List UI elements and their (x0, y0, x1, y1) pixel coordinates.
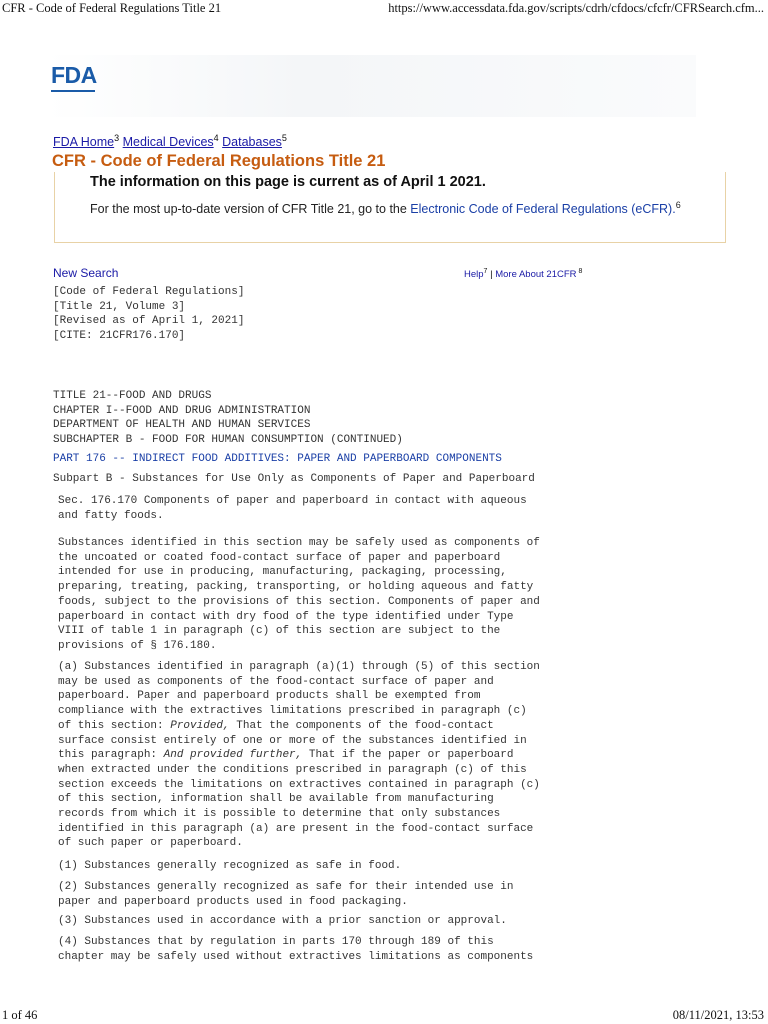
help-separator: | (487, 269, 496, 281)
breadcrumb-ref: 5 (281, 133, 287, 143)
currency-heading: The information on this page is current as of April 1 2021. (90, 174, 486, 190)
subpart-heading: Subpart B - Substances for Use Only as Components of Paper and Paperboard (53, 473, 535, 485)
paragraph-a-text: That if the paper or paperboard when extracted under the conditions prescribed in paragraph (c) of this section exceeds the limitations on extractives contained in paragraph (c) of this section, information shall be available from manufacturing records from which it is possible to determine that only substances identified in this paragraph (a) are present in the food-contact surface of such paper or paperboard. (58, 749, 540, 850)
paragraph-a-text: That the components of the food-contact surface consist entirely of one or more of the substances identified in this paragraph: (58, 719, 527, 762)
fda-logo[interactable] (51, 62, 97, 89)
intro-paragraph: Substances identified in this section may be safely used as components of the uncoated or coated food-contact surface of paper and paperboard intended for use in producing, manufacturing, packaging, processing, preparing, treating, packing, transporting, or holding aqueous and fatty foods, subject to the provisions of this section. Components of paper and paperboard in contact with dry food of the type identified under Type VIII of table 1 in paragraph (c) of this section are subject to the provisions of § 176.180. (58, 537, 540, 652)
page-count: 1 of 46 (2, 1008, 38, 1022)
list-item: (1) Substances generally recognized as safe in food. (58, 860, 402, 872)
list-item: (3) Substances used in accordance with a prior sanction or approval. (58, 915, 507, 927)
cfr-citation-block (53, 285, 244, 344)
paragraph-a-provided: Provided, (170, 719, 230, 732)
print-header (0, 0, 768, 18)
section-heading: Sec. 176.170 Components of paper and paperboard in contact with aqueous and fatty foods. (58, 495, 527, 522)
more-ref: 8 (576, 268, 583, 275)
currency-text-body: For the most up-to-date version of CFR Title 21, go to the (90, 202, 411, 217)
subchapter-line: SUBCHAPTER B - FOOD FOR HUMAN CONSUMPTION (CONTINUED) (53, 434, 403, 447)
breadcrumb-ref: 3 (114, 133, 120, 143)
paragraph-a-text: (a) Substances identified in paragraph (a)(1) through (5) of this section may be used as components of the food-contact surface of paper and paperboard. Paper and paperboard products shall be exempted from compliance with the extractives limitations prescribed in paragraph (c) of this section: (58, 661, 540, 732)
breadcrumb-ref: 4 (213, 133, 219, 143)
currency-notice (54, 172, 726, 243)
help-link[interactable]: Help (464, 269, 484, 281)
currency-text (90, 196, 700, 218)
chapter-line: CHAPTER I--FOOD AND DRUG ADMINISTRATION (53, 404, 311, 417)
print-datetime: 08/11/2021, 13:53 (672, 1008, 764, 1022)
list-item: (2) Substances generally recognized as safe for their intended use in paper and paperboard products used in food packaging. (58, 881, 514, 908)
list-item: (4) Substances that by regulation in parts 170 through 189 of this chapter may be safely used without extractives limitations as components (58, 936, 534, 963)
breadcrumb-medical-devices[interactable]: Medical Devices (122, 135, 214, 150)
print-footer (0, 1007, 768, 1024)
title-hierarchy (53, 389, 403, 448)
print-header-url: https://www.accessdata.fda.gov/scripts/cdrh/cfdocs/cfcfr/CFRSearch.cfm... (388, 1, 764, 15)
print-header-title: CFR - Code of Federal Regulations Title 21 (2, 1, 222, 15)
cfr-header-line: [Code of Federal Regulations] (53, 286, 245, 298)
part-heading: PART 176 -- INDIRECT FOOD ADDITIVES: PAPER AND PAPERBOARD COMPONENTS (53, 453, 502, 465)
fda-banner (46, 55, 696, 117)
cfr-header-line: [CITE: 21CFR176.170] (53, 330, 186, 343)
paragraph-a (58, 660, 540, 851)
new-search-link[interactable]: New Search (53, 266, 119, 280)
page-title: CFR - Code of Federal Regulations Title 21 (52, 152, 386, 170)
ecfr-link[interactable]: Electronic Code of Federal Regulations (eCFR). (410, 202, 676, 217)
help-ref: 7 (483, 268, 488, 275)
fda-logo-underline (51, 90, 95, 92)
ecfr-link-ref: 6 (675, 200, 681, 210)
department-line: DEPARTMENT OF HEALTH AND HUMAN SERVICES (53, 419, 311, 432)
breadcrumb (53, 133, 287, 149)
breadcrumb-databases[interactable]: Databases (222, 135, 282, 150)
cfr-header-line: [Title 21, Volume 3] (53, 300, 186, 313)
fda-logo-text: FDA (51, 62, 97, 88)
cfr-header-line: [Revised as of April 1, 2021] (53, 315, 245, 328)
more-about-link[interactable]: More About 21CFR (495, 269, 577, 281)
help-links (464, 268, 582, 280)
title-line: TITLE 21--FOOD AND DRUGS (53, 390, 212, 402)
paragraph-a-provided-further: And provided further, (163, 749, 303, 762)
breadcrumb-fda-home[interactable]: FDA Home (53, 135, 115, 150)
